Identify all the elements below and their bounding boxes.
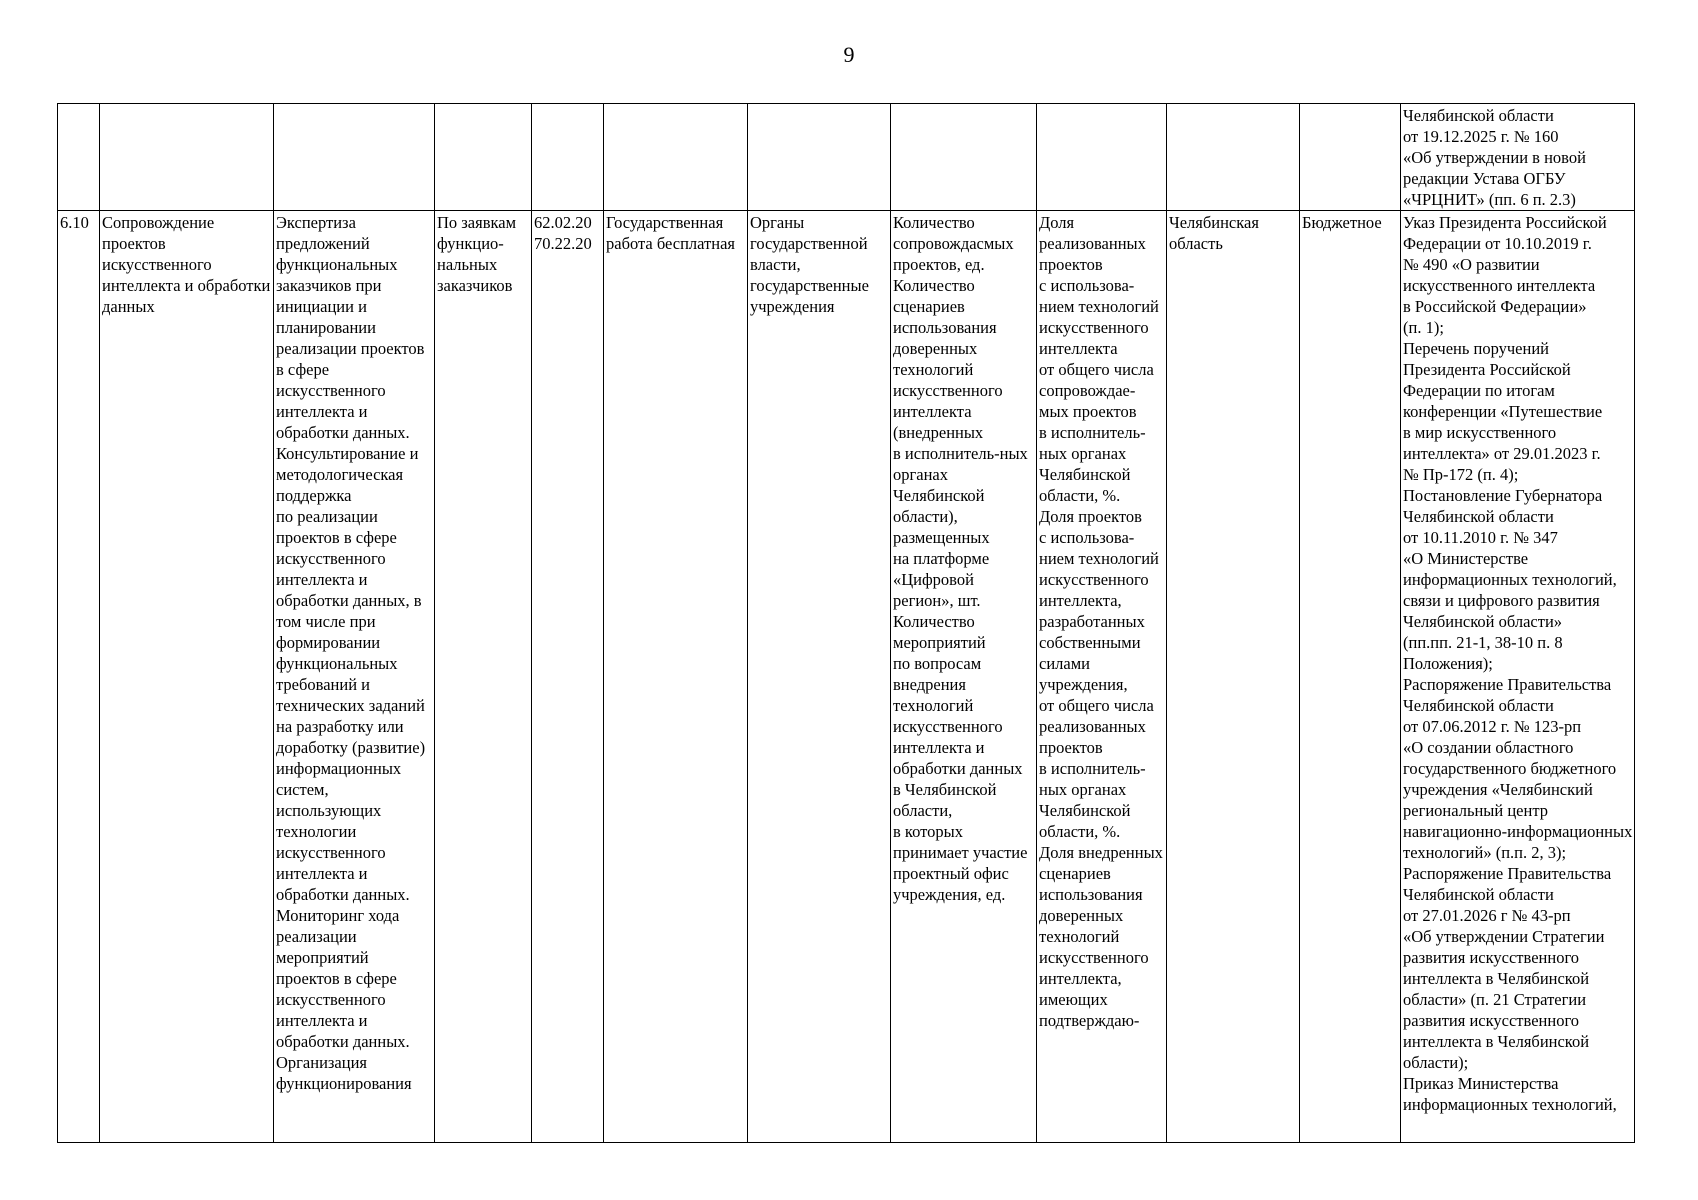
cell-name: Сопровождение проектов искусственного интеллекта и обработки данных: [100, 211, 274, 1143]
cell-volume-indicators: Количество сопровождасмых проектов, ед. Количество сценариев использования доверенных технологий искусственного интеллекта (внедренных в исполнитель-ных органах Челябинской области), размещенных на платформе «Цифровой регион», шт. Количество мероприятий по вопросам внедрения технологий искусственного интеллекта и обработки данных в Челябинской области, в которых принимает участие проектный офис учреждения, ед.: [891, 211, 1037, 1143]
table-row-6-10: [58, 211, 1635, 1143]
cell-conditions: [435, 104, 532, 211]
cell-region: [1167, 104, 1300, 211]
cell-name: [100, 104, 274, 211]
cell-region: Челябинская область: [1167, 211, 1300, 1143]
cell-funding: [1300, 104, 1401, 211]
page-number: 9: [843, 42, 855, 67]
cell-quality-indicators: [1037, 104, 1167, 211]
cell-type: [604, 104, 748, 211]
cell-content: [274, 104, 435, 211]
cell-okved: 62.02.20 70.22.20: [532, 211, 604, 1143]
cell-legal-basis: Челябинской области от 19.12.2025 г. № 160 «Об утверждении в новой редакции Устава ОГБУ «ЧРЦНИТ» (пп. 6 п. 2.3): [1401, 104, 1635, 211]
cell-volume-indicators: [891, 104, 1037, 211]
cell-consumers: Органы государственной власти, государственные учреждения: [748, 211, 891, 1143]
table-row-continuation: [58, 104, 1635, 211]
cell-number: 6.10: [58, 211, 100, 1143]
cell-quality-indicators: Доля реализованных проектов с использова-нием технологий искусственного интеллекта от общего числа сопровождае-мых проектов в исполнитель-ных органах Челябинской области, %. Доля проектов с использова-нием технологий искусственного интеллекта, разработанных собственными силами учреждения, от общего числа реализованных проектов в исполнитель-ных органах Челябинской области, %. Доля внедренных сценариев использования доверенных технологий искусственного интеллекта, имеющих подтверждаю-: [1037, 211, 1167, 1143]
cell-legal-basis: Указ Президента Российской Федерации от 10.10.2019 г. № 490 «О развитии искусственного интеллекта в Российской Федерации» (п. 1); Перечень поручений Президента Российской Федерации по итогам конференции «Путешествие в мир искусственного интеллекта» от 29.01.2023 г. № Пр-172 (п. 4); Постановление Губернатора Челябинской области от 10.11.2010 г. № 347 «О Министерстве информационных технологий, связи и цифрового развития Челябинской области» (пп.пп. 21-1, 38-10 п. 8 Положения); Распоряжение Правительства Челябинской области от 07.06.2012 г. № 123-рп «О создании областного государственного бюджетного учреждения «Челябинский региональный центр навигационно-информационных технологий» (п.п. 2, 3); Распоряжение Правительства Челябинской области от 27.01.2026 г № 43-рп «Об утверждении Стратегии развития искусственного интеллекта в Челябинской области» (п. 21 Стратегии развития искусственного интеллекта в Челябинской области); Приказ Министерства информационных технологий,: [1401, 211, 1635, 1143]
services-table: [57, 103, 1635, 1143]
cell-type: Государственная работа бесплатная: [604, 211, 748, 1143]
cell-number: [58, 104, 100, 211]
cell-okved: [532, 104, 604, 211]
cell-conditions: По заявкам функцио-нальных заказчиков: [435, 211, 532, 1143]
cell-funding: Бюджетное: [1300, 211, 1401, 1143]
cell-consumers: [748, 104, 891, 211]
cell-content: Экспертиза предложений функциональных заказчиков при инициации и планировании реализации проектов в сфере искусственного интеллекта и обработки данных. Консультирование и методологическая поддержка по реализации проектов в сфере искусственного интеллекта и обработки данных, в том числе при формировании функциональных требований и технических заданий на разработку или доработку (развитие) информационных систем, использующих технологии искусственного интеллекта и обработки данных. Мониторинг хода реализации мероприятий проектов в сфере искусственного интеллекта и обработки данных. Организация функционирования: [274, 211, 435, 1143]
